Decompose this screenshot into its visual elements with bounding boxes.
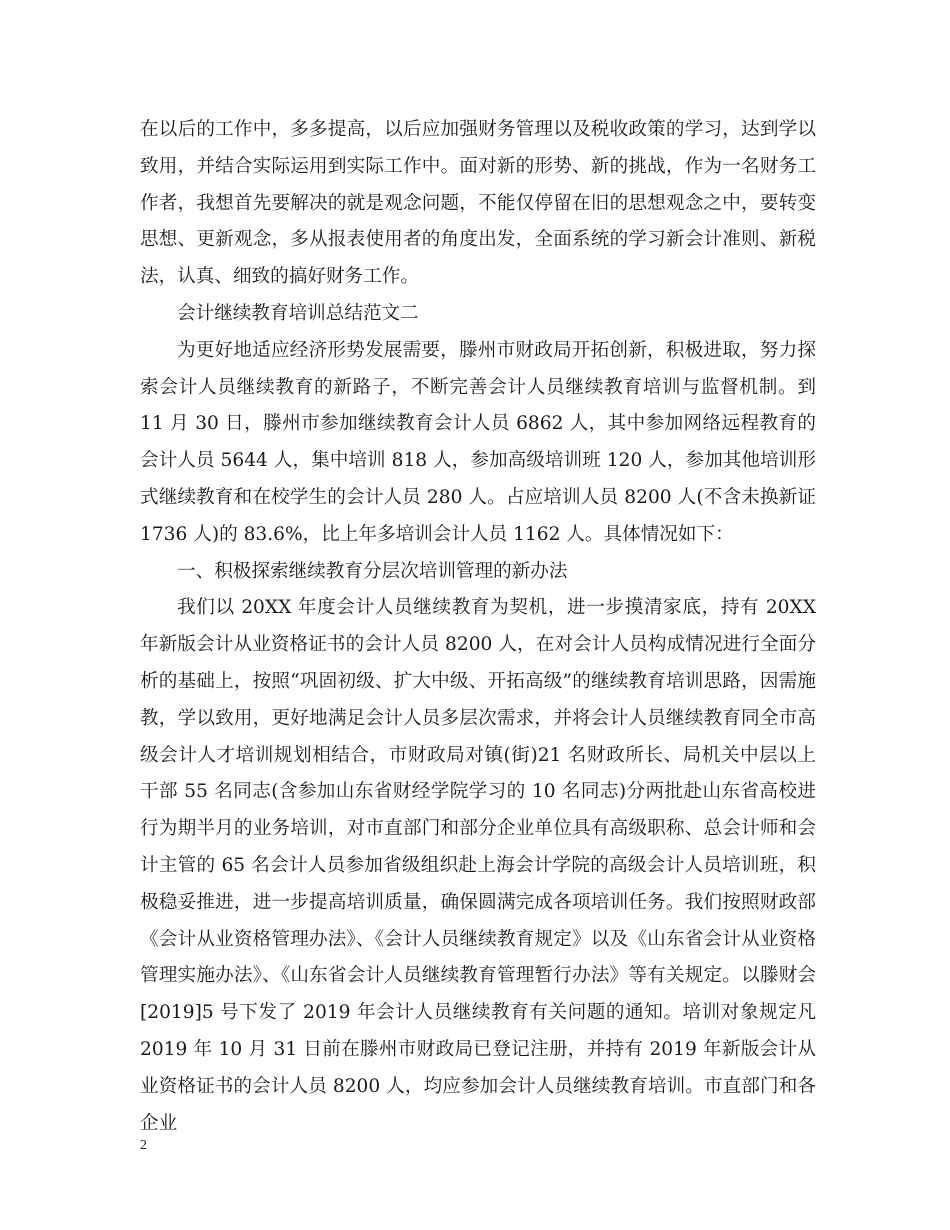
body-paragraph: 我们以 20XX 年度会计人员继续教育为契机，进一步摸清家底，持有 20XX 年新版会计从业资格证书的会计人员 8200 人，在对会计人员构成情况进行全面分析的基础上，按照“巩固初级、扩大中级、开拓高级”的继续教育培训思路，因需施教，学以致用，更好地满足会计人员多层次需求，并将会计人员继续教育同全市高级会计人才培训规划相结合，市财政局对镇(街)21 名财政所长、局机关中层以上干部 55 名同志(含参加山东省财经学院学习的 10 名同志)分两批赴山东省高校进行为期半月的业务培训，对市直部门和部分企业单位具有高级职称、总会计师和会计主管的 65 名会计人员参加省级组织赴上海会计学院的高级会计人员培训班，积极稳妥推进，进一步提高培训质量，确保圆满完成各项培训任务。我们按照财政部《会计从业资格管理办法》、《会计人员继续教育规定》以及《山东省会计从业资格管理实施办法》、《山东省会计人员继续教育管理暂行办法》等有关规定。以滕财会[2019]5 号下发了 2019 年会计人员继续教育有关问题的通知。培训对象规定凡 2019 年 10 月 31 日前在滕州市财政局已登记注册，并持有 2019 年新版会计从业资格证书的会计人员 8200 人，均应参加会计人员继续教育培训。市直部门和各企业 bbox=[140, 597, 816, 1134]
body-paragraph: 为更好地适应经济形势发展需要，滕州市财政局开拓创新，积极进取，努力探索会计人员继续教育的新路子，不断完善会计人员继续教育培训与监督机制。到 11 月 30 日，滕州市参加继续教育会计人员 6862 人，其中参加网络远程教育的会计人员 5644 人，集中培训 818 人，参加高级培训班 120 人，参加其他培训形式继续教育和在校学生的会计人员 280 人。占应培训人员 8200 人(不含未换新证 1736 人)的 83.6%，比上年多培训会计人员 1162 人。具体情况如下： bbox=[140, 339, 816, 545]
document-body bbox=[140, 112, 816, 1142]
section-heading: 会计继续教育培训总结范文二 bbox=[177, 302, 419, 324]
page-number: 2 bbox=[140, 1138, 147, 1153]
subsection-heading: 一、积极探索继续教育分层次培训管理的新办法 bbox=[177, 560, 568, 582]
body-paragraph: 在以后的工作中，多多提高，以后应加强财务管理以及税收政策的学习，达到学以致用，并结合实际运用到实际工作中。面对新的形势、新的挑战，作为一名财务工作者，我想首先要解决的就是观念问题，不能仅停留在旧的思想观念之中，要转变思想、更新观念，多从报表使用者的角度出发，全面系统的学习新会计准则、新税法，认真、细致的搞好财务工作。 bbox=[140, 119, 816, 288]
